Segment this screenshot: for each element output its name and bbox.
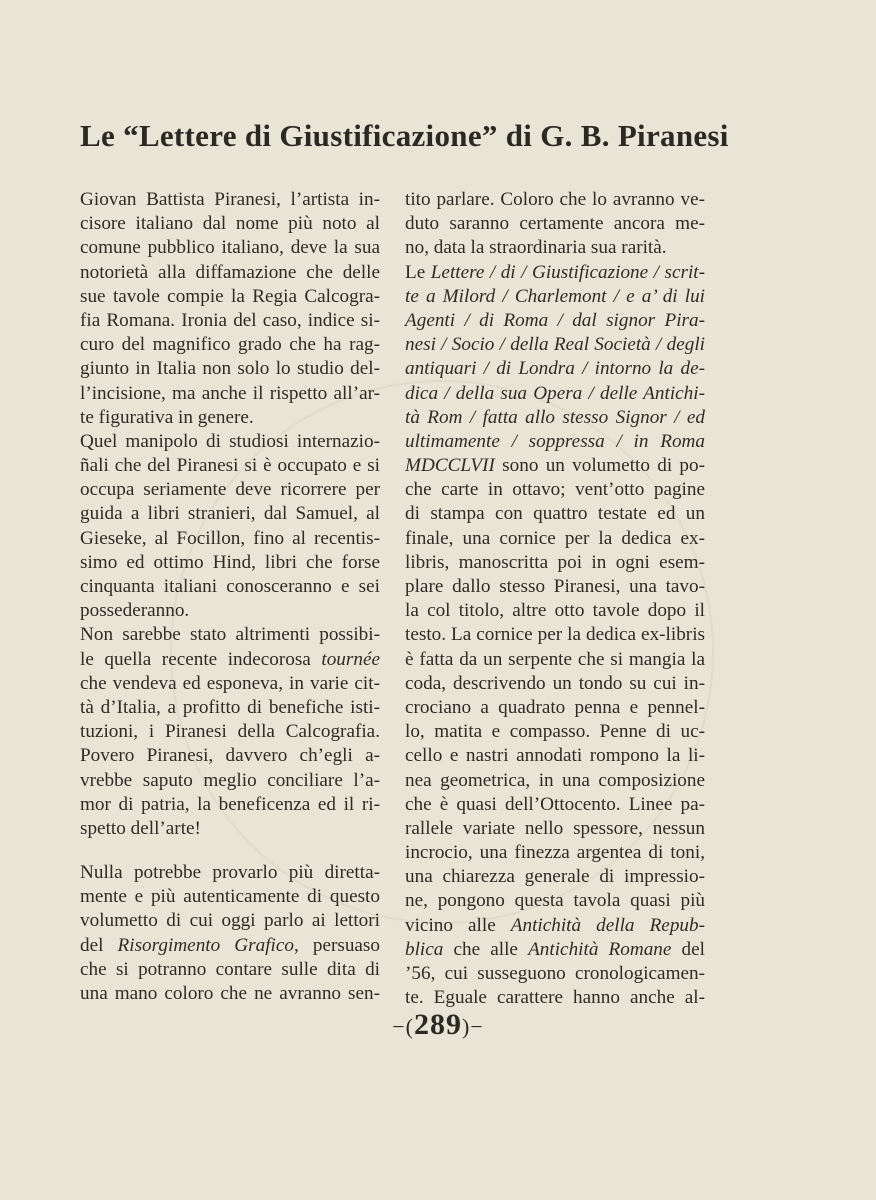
italic-segment: tà Rom / fatta allo stesso Signor / ed: [405, 406, 705, 428]
text-line: [80, 333, 380, 357]
text-line: [80, 261, 380, 285]
text-line: [405, 769, 705, 793]
text-segment: Le: [405, 261, 431, 283]
text-line: [80, 696, 380, 720]
text-segment: che vendeva ed esponeva, in varie cit-: [80, 672, 380, 694]
text-line: [80, 672, 380, 696]
text-segment: Giovan Battista Piranesi, l’artista in-: [80, 189, 380, 210]
text-segment: giunto in Italia non solo lo studio del-: [80, 358, 380, 380]
text-line: [80, 454, 380, 478]
text-segment: mor di patria, la beneficenza ed il ri-: [80, 793, 380, 815]
text-segment: duto saranno certamente ancora me-: [405, 213, 705, 235]
text-column-left: [80, 188, 380, 1006]
text-line: [80, 861, 380, 885]
text-line: [405, 261, 705, 285]
text-segment: cinquanta italiani conosceranno e sei: [80, 576, 380, 597]
text-segment: che alle: [443, 938, 529, 960]
text-line: [405, 285, 705, 309]
text-line: [405, 309, 705, 333]
text-segment: libris, manoscritta poi in ogni esem-: [405, 551, 705, 573]
text-line: [80, 502, 380, 526]
text-segment: ñali che del Piranesi si è occupato e si: [80, 455, 380, 477]
text-segment: simo ed ottimo Hind, libri che forse: [80, 551, 380, 573]
text-line: [80, 885, 380, 909]
text-line: [80, 285, 380, 309]
text-line: [405, 527, 705, 551]
text-line: [80, 958, 380, 982]
italic-segment: nesi / Socio / della Real Società / degli: [405, 334, 705, 356]
text-line: [80, 648, 380, 672]
article-title: Le “Lettere di Giustificazione” di G. B. Piranesi: [80, 118, 729, 153]
text-line: [405, 357, 705, 381]
text-segment: che carte in ottavo; vent’otto pagine: [405, 479, 705, 501]
text-segment: comune pubblico italiano, deve la sua: [80, 237, 380, 259]
folio-ornament-left: −(: [392, 1014, 414, 1039]
text-segment: la col titolo, altre otto tavole dopo il: [405, 600, 705, 622]
text-segment: , persuaso: [293, 934, 380, 956]
text-segment: tà d’Italia, a profitto di benefiche isti-: [80, 696, 380, 718]
text-line: [405, 720, 705, 744]
text-line: [405, 962, 705, 986]
text-line: [405, 502, 705, 526]
text-segment: testo. La cornice per la dedica ex-libris: [405, 624, 705, 646]
text-line: [405, 817, 705, 841]
text-line: [80, 623, 380, 647]
italic-segment: tournée: [321, 648, 380, 670]
text-column-right: [405, 188, 705, 1010]
text-segment: Quel manipolo di studiosi internazio-: [80, 430, 380, 452]
text-line: [405, 623, 705, 647]
text-segment: crociano a quadrato penna e pennel-: [405, 696, 705, 718]
text-line: [405, 841, 705, 865]
text-line: [80, 527, 380, 551]
text-segment: vrebbe saputo meglio conciliare l’a-: [80, 769, 380, 791]
text-segment: notorietà alla diffamazione che delle: [80, 261, 380, 283]
text-line: [405, 889, 705, 913]
italic-segment: Antichità della Repub-: [510, 914, 705, 936]
text-line: [405, 406, 705, 430]
text-line: [80, 236, 380, 260]
text-segment: fia Romana. Ironia del caso, indice si-: [80, 309, 380, 331]
text-segment: plare dallo stesso Piranesi, una tavo-: [405, 576, 705, 597]
italic-segment: antiquari / di Londra / intorno la de-: [405, 358, 705, 380]
text-line: [80, 406, 380, 430]
text-segment: una chiarezza generale di impressio-: [405, 866, 705, 888]
text-line: [405, 430, 705, 454]
text-line: [80, 599, 380, 623]
text-segment: una mano coloro che ne avranno sen-: [80, 983, 380, 1004]
paragraph-gap: [80, 841, 380, 861]
text-segment: lo, matita e compasso. Penne di uc-: [405, 721, 705, 743]
text-segment: ’56, cui susseguono cronologicamen-: [405, 963, 705, 984]
text-line: [405, 575, 705, 599]
text-line: [405, 696, 705, 720]
italic-segment: Agenti / di Roma / dal signor Pira-: [405, 309, 705, 331]
text-segment: te. Eguale carattere hanno anche al-: [405, 987, 705, 1009]
text-line: [80, 212, 380, 236]
text-segment: Povero Piranesi, davvero ch’egli a-: [80, 745, 380, 767]
text-segment: tito parlare. Coloro che lo avranno ve-: [405, 189, 705, 210]
text-line: [405, 188, 705, 212]
text-line: [80, 909, 380, 933]
text-segment: guida a libri stranieri, dal Samuel, al: [80, 503, 380, 525]
page-folio: [0, 1008, 876, 1042]
text-line: [405, 672, 705, 696]
text-segment: volumetto di cui oggi parlo ai lettori: [80, 910, 380, 932]
text-segment: che si potranno contare sulle dita di: [80, 958, 380, 980]
text-segment: ne, pongono questa tavola quasi più: [405, 890, 705, 912]
text-segment: possederanno.: [80, 600, 190, 622]
text-segment: del: [80, 934, 118, 956]
text-line: [80, 430, 380, 454]
text-segment: sono un volumetto di po-: [494, 455, 705, 477]
text-segment: no, data la straordinaria sua rarità.: [405, 237, 667, 259]
text-segment: cello e nastri annodati rompono la li-: [405, 745, 705, 767]
text-line: [405, 236, 705, 260]
text-line: [80, 934, 380, 958]
text-line: [80, 575, 380, 599]
text-line: [80, 478, 380, 502]
text-segment: Nulla potrebbe provarlo più diretta-: [80, 862, 380, 884]
italic-segment: te a Milord / Charlemont / e a’ di lui: [405, 285, 705, 307]
text-line: [405, 454, 705, 478]
page-number: 289: [414, 1008, 462, 1041]
text-line: [405, 793, 705, 817]
text-line: [405, 648, 705, 672]
text-segment: rallele variate nello spessore, nessun: [405, 817, 705, 839]
text-line: [80, 817, 380, 841]
italic-segment: MDCCLVII: [405, 455, 495, 477]
text-segment: di stampa con quattro testate ed un: [405, 503, 705, 525]
text-line: [405, 551, 705, 575]
text-line: [80, 982, 380, 1006]
italic-segment: blica: [405, 938, 444, 960]
text-segment: curo del magnifico grado che ha rag-: [80, 334, 380, 356]
italic-segment: ultimamente / soppressa / in Roma: [405, 430, 705, 452]
text-line: [405, 333, 705, 357]
text-segment: nea geometrica, in una composizione: [405, 769, 705, 791]
text-line: [405, 382, 705, 406]
text-segment: sue tavole compie la Regia Calcogra-: [80, 285, 380, 307]
text-line: [80, 793, 380, 817]
text-segment: tuzioni, i Piranesi della Calcografia.: [80, 721, 380, 743]
text-segment: Gieseke, al Focillon, fino al recentis-: [80, 527, 380, 549]
text-segment: coda, descrivendo un tondo su cui in-: [405, 672, 705, 694]
text-line: [80, 744, 380, 768]
text-segment: del: [671, 938, 705, 960]
text-segment: le quella recente indecorosa: [80, 648, 322, 670]
text-segment: te figurativa in genere.: [80, 406, 254, 428]
text-line: [80, 769, 380, 793]
text-segment: l’incisione, ma anche il rispetto all’ar-: [80, 382, 380, 404]
text-line: [405, 986, 705, 1010]
text-line: [405, 599, 705, 623]
text-segment: occupa seriamente deve ricorrere per: [80, 479, 380, 501]
text-line: [405, 914, 705, 938]
text-segment: spetto dell’arte!: [80, 817, 201, 839]
text-line: [405, 212, 705, 236]
text-line: [405, 938, 705, 962]
text-segment: che è quasi dell’Ottocento. Linee pa-: [405, 793, 705, 815]
text-segment: incrocio, una finezza argentea di toni,: [405, 842, 705, 864]
text-segment: finale, una cornice per la dedica ex-: [405, 527, 705, 549]
italic-segment: dica / della sua Opera / delle Antichi-: [405, 382, 705, 404]
text-line: [80, 188, 380, 212]
italic-segment: Antichità Romane: [528, 938, 672, 960]
text-line: [80, 357, 380, 381]
text-line: [80, 382, 380, 406]
text-line: [405, 865, 705, 889]
folio-ornament-right: )−: [462, 1014, 484, 1039]
text-line: [405, 478, 705, 502]
text-line: [80, 720, 380, 744]
italic-segment: Risorgimento Grafico: [117, 934, 294, 956]
text-line: [80, 551, 380, 575]
text-line: [405, 744, 705, 768]
text-segment: mente e più autenticamente di questo: [80, 886, 380, 908]
text-segment: Non sarebbe stato altrimenti possibi-: [80, 624, 380, 646]
text-line: [80, 309, 380, 333]
text-segment: è fatta da un serpente che si mangia la: [405, 648, 705, 670]
text-segment: vicino alle: [405, 914, 511, 936]
text-segment: cisore italiano dal nome più noto al: [80, 213, 380, 235]
italic-segment: Lettere / di / Giustificazione / scrit-: [430, 261, 705, 283]
